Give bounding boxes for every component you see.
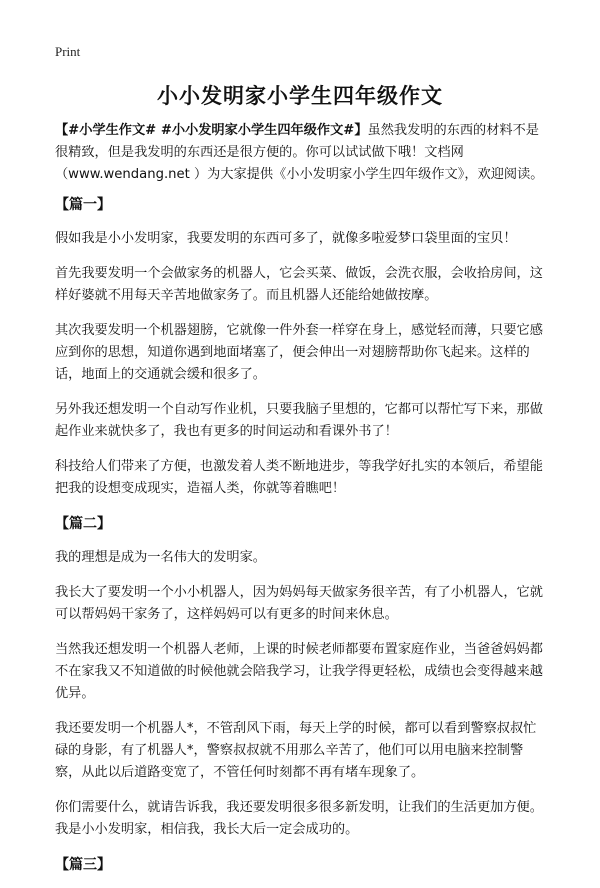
- paragraph: 假如我是小小发明家，我要发明的东西可多了，就像多啦爱梦口袋里面的宝贝！: [55, 231, 517, 246]
- article-body: [55, 120, 545, 888]
- section-1: [55, 194, 545, 500]
- paragraph: 我长大了要发明一个小小机器人，因为妈妈每天做家务很辛苦，有了小机器人，它就可以帮妈妈干家务了，这样妈妈可以有更多的时间来休息。: [55, 585, 543, 622]
- intro-tag: 【#小学生作文# #小小发明家小学生四年级作文#】: [55, 123, 368, 138]
- section-heading: 【篇一】: [55, 197, 111, 213]
- section-heading: 【篇二】: [55, 516, 111, 532]
- section-heading: 【篇三】: [55, 857, 111, 873]
- article-title: 小小发明家小学生四年级作文: [157, 84, 443, 108]
- paragraph: 我还要发明一个机器人*，不管刮风下雨，每天上学的时候，都可以看到警察叔叔忙碌的身影，有了机器人*，警察叔叔就不用那么辛苦了，他们可以用电脑来控制警察，从此以后道路变宽了，不管任何时刻都不再有堵车现象了。: [55, 721, 537, 780]
- section-3: [55, 854, 545, 876]
- paragraph: 其次我要发明一个机器翅膀，它就像一件外套一样穿在身上，感觉轻而薄，只要它感应到你的思想，知道你遇到地面堵塞了，便会伸出一对翅膀帮助你飞起来。这样的话，地面上的交通就会缓和很多了。: [55, 323, 543, 382]
- intro-text: 虽然我发明的东西的材料不是很精致，但是我发明的东西还是很方便的。你可以试试做下哦！文档网（www.wendang.net ）为大家提供《小小发明家小学生四年级作文》，欢迎阅读。: [55, 123, 544, 182]
- paragraph: 科技给人们带来了方便，也激发着人类不断地进步，等我学好扎实的本领后，希望能把我的设想变成现实，造福人类，你就等着瞧吧！: [55, 459, 543, 496]
- print-link[interactable]: Print: [55, 44, 81, 59]
- paragraph: 另外我还想发明一个自动写作业机，只要我脑子里想的，它都可以帮忙写下来，那做起作业来就快多了，我也有更多的时间运动和看课外书了！: [55, 402, 543, 439]
- section-2: [55, 513, 545, 841]
- paragraph: 当然我还想发明一个机器人老师，上课的时候老师都要布置家庭作业，当爸爸妈妈都不在家我又不知道做的时候他就会陪我学习，让我学得更轻松，成绩也会变得越来越优异。: [55, 642, 543, 701]
- paragraph: 你们需要什么，就请告诉我，我还要发明很多很多新发明，让我们的生活更加方便。我是小小发明家，相信我，我长大后一定会成功的。: [55, 800, 543, 837]
- intro-paragraph: [55, 120, 545, 186]
- paragraph: 首先我要发明一个会做家务的机器人，它会买菜、做饭，会洗衣服，会收拾房间，这样好婆就不用每天辛苦地做家务了。而且机器人还能给她做按摩。: [55, 266, 543, 303]
- paragraph: 我的理想是成为一名伟大的发明家。: [55, 550, 266, 565]
